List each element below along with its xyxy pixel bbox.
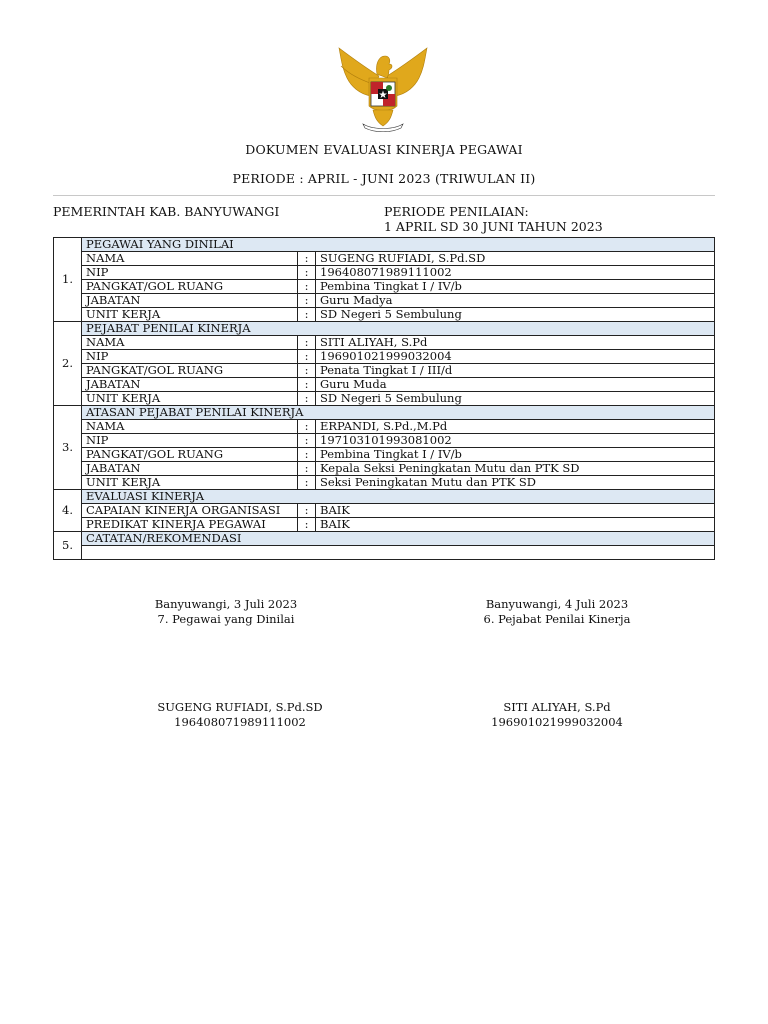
field-colon: : (298, 294, 316, 308)
assessment-period (384, 204, 603, 234)
assessor-sign-nip: 196901021999032004 (491, 715, 623, 729)
field-colon: : (298, 336, 316, 350)
table-row (54, 420, 715, 434)
field-label: NAMA (82, 252, 298, 266)
section-header-row (54, 490, 715, 504)
assessment-period-range: 1 APRIL SD 30 JUNI TAHUN 2023 (384, 219, 603, 234)
field-colon: : (298, 392, 316, 406)
table-row (54, 392, 715, 406)
field-label: JABATAN (82, 462, 298, 476)
field-colon: : (298, 266, 316, 280)
section-title: ATASAN PEJABAT PENILAI KINERJA (82, 406, 715, 420)
section-title: PEGAWAI YANG DINILAI (82, 238, 715, 252)
agency-name: PEMERINTAH KAB. BANYUWANGI (53, 204, 280, 219)
table-row (54, 434, 715, 448)
field-colon: : (298, 252, 316, 266)
field-label: NIP (82, 266, 298, 280)
field-colon: : (298, 420, 316, 434)
field-label: PANGKAT/GOL RUANG (82, 280, 298, 294)
field-label: UNIT KERJA (82, 476, 298, 490)
table-row (54, 364, 715, 378)
field-label: PANGKAT/GOL RUANG (82, 448, 298, 462)
header-divider (53, 195, 715, 196)
field-colon: : (298, 378, 316, 392)
assessor-signatory (457, 700, 657, 730)
assessor-sign-role: 6. Pejabat Penilai Kinerja (483, 612, 631, 626)
table-row (54, 504, 715, 518)
field-value: BAIK (316, 504, 715, 518)
field-colon: : (298, 504, 316, 518)
table-row (54, 294, 715, 308)
field-value: Guru Muda (316, 378, 715, 392)
field-value: Guru Madya (316, 294, 715, 308)
field-value: SITI ALIYAH, S.Pd (316, 336, 715, 350)
section-number: 1. (54, 238, 82, 322)
field-label: NIP (82, 350, 298, 364)
field-label: UNIT KERJA (82, 308, 298, 322)
field-colon: : (298, 350, 316, 364)
notes-blank-row (54, 546, 715, 560)
section-header-row (54, 406, 715, 420)
field-value: Pembina Tingkat I / IV/b (316, 280, 715, 294)
employee-signature-block (126, 597, 326, 627)
employee-sign-name: SUGENG RUFIADI, S.Pd.SD (157, 700, 323, 714)
field-value: Kepala Seksi Peningkatan Mutu dan PTK SD (316, 462, 715, 476)
field-colon: : (298, 280, 316, 294)
employee-sign-nip: 196408071989111002 (174, 715, 306, 729)
field-value: SUGENG RUFIADI, S.Pd.SD (316, 252, 715, 266)
field-colon: : (298, 476, 316, 490)
section-number: 4. (54, 490, 82, 532)
table-row (54, 308, 715, 322)
section-title: EVALUASI KINERJA (82, 490, 715, 504)
field-label: JABATAN (82, 378, 298, 392)
table-row (54, 462, 715, 476)
field-value: Seksi Peningkatan Mutu dan PTK SD (316, 476, 715, 490)
document-title: DOKUMEN EVALUASI KINERJA PEGAWAI (245, 142, 523, 157)
assessor-sign-date: Banyuwangi, 4 Juli 2023 (485, 597, 629, 611)
field-label: CAPAIAN KINERJA ORGANISASI (82, 504, 298, 518)
section-header-row (54, 238, 715, 252)
field-label: PREDIKAT KINERJA PEGAWAI (82, 518, 298, 532)
field-value: SD Negeri 5 Sembulung (316, 392, 715, 406)
field-label: NAMA (82, 336, 298, 350)
field-value: Penata Tingkat I / III/d (316, 364, 715, 378)
field-value: 197103101993081002 (316, 434, 715, 448)
section-title: PEJABAT PENILAI KINERJA (82, 322, 715, 336)
field-value: 196901021999032004 (316, 350, 715, 364)
field-colon: : (298, 462, 316, 476)
employee-sign-date: Banyuwangi, 3 Juli 2023 (154, 597, 298, 611)
section-number: 5. (54, 532, 82, 560)
section-title: CATATAN/REKOMENDASI (82, 532, 715, 546)
field-colon: : (298, 518, 316, 532)
field-label: PANGKAT/GOL RUANG (82, 364, 298, 378)
table-row (54, 378, 715, 392)
field-value: Pembina Tingkat I / IV/b (316, 448, 715, 462)
field-label: NIP (82, 434, 298, 448)
table-row (54, 266, 715, 280)
employee-signatory (140, 700, 340, 730)
table-row (54, 448, 715, 462)
field-label: JABATAN (82, 294, 298, 308)
garuda-pancasila-emblem-icon (333, 44, 433, 132)
field-label: NAMA (82, 420, 298, 434)
assessor-signature-block (457, 597, 657, 627)
table-row (54, 336, 715, 350)
table-row (54, 518, 715, 532)
section-number: 3. (54, 406, 82, 490)
section-header-row (54, 322, 715, 336)
assessor-sign-name: SITI ALIYAH, S.Pd (503, 700, 611, 714)
field-value: ERPANDI, S.Pd.,M.Pd (316, 420, 715, 434)
employee-sign-role: 7. Pegawai yang Dinilai (157, 612, 295, 626)
field-colon: : (298, 448, 316, 462)
section-number: 2. (54, 322, 82, 406)
evaluation-table (53, 237, 715, 560)
notes-cell (82, 546, 715, 560)
field-colon: : (298, 434, 316, 448)
field-colon: : (298, 308, 316, 322)
field-label: UNIT KERJA (82, 392, 298, 406)
assessment-period-label: PERIODE PENILAIAN: (384, 204, 529, 219)
field-value: BAIK (316, 518, 715, 532)
field-value: SD Negeri 5 Sembulung (316, 308, 715, 322)
table-row (54, 252, 715, 266)
field-colon: : (298, 364, 316, 378)
document-period: PERIODE : APRIL - JUNI 2023 (TRIWULAN II) (232, 171, 536, 186)
field-value: 196408071989111002 (316, 266, 715, 280)
table-row (54, 476, 715, 490)
table-row (54, 350, 715, 364)
section-header-row (54, 532, 715, 546)
table-row (54, 280, 715, 294)
